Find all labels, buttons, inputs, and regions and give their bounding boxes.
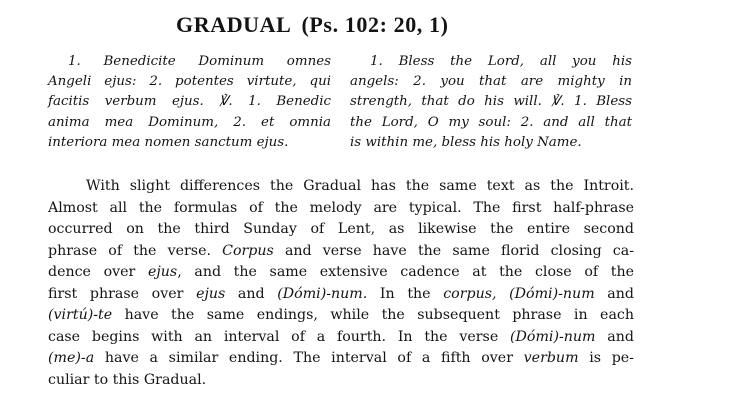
italic-term: (virtú)-te [48,307,113,323]
english-line: the Lord, O my soul: 2. and all that [350,114,632,130]
latin-line: interiora mea nomen sanctum ejus. [48,134,289,150]
latin-line: Angeli ejus: 2. potentes virtute, qui [48,74,331,90]
english-text-column [350,52,632,153]
commentary-line [48,305,634,327]
latin-line: 1. Benedicite Dominum omnes [68,54,331,69]
commentary-line [48,241,634,263]
italic-term: Corpus [222,242,274,259]
english-line: angels: 2. you that are mighty in [350,74,632,90]
commentary-line: Almost all the formulas of the melody are typical. The first half-phrase [48,199,634,216]
latin-text-column [48,52,331,153]
text-run: and [595,328,634,345]
latin-line: anima mea Dominum, 2. et omnia [48,114,331,130]
italic-term: corpus, (Dómi)-num [443,285,595,302]
latin-line: facitis verbum ejus. ℣. 1. Benedic [48,94,331,110]
italic-term: (me)-a [48,350,95,366]
text-run: and [225,285,278,302]
text-run: In the [367,285,444,302]
text-run: have a similar ending. The interval of a fifth over [94,350,524,366]
italic-term: (Dómi)-num [510,328,596,345]
text-run: dence over [48,264,148,280]
commentary-line: With slight differences the Gradual has the same text as the Introit. [86,178,634,194]
commentary-line: culiar to this Gradual. [48,371,207,388]
text-run: first phrase over [48,285,197,302]
text-run: , and the same extensive cadence at the close of the [177,264,634,280]
title-gradual: GRADUAL [176,12,292,37]
commentary-line [48,348,634,370]
english-line: 1. Bless the Lord, all you his [370,54,632,69]
text-run: and verse have the same florid closing ca- [273,242,634,259]
english-line: is within me, bless his holy Name. [350,134,582,150]
commentary-line [48,327,634,349]
title-psalm-reference: (Ps. 102: 20, 1) [301,12,449,37]
commentary-paragraph [48,176,634,391]
text-run: is pe- [578,350,634,366]
text-run: case begins with an interval of a fourth. In the verse [48,328,499,345]
text-run: have the same endings, while the subsequent phrase in each [112,307,634,323]
italic-term: verbum [523,350,579,366]
text-run: phrase of the verse. [48,242,223,259]
page-title [176,12,596,38]
commentary-line [48,284,634,306]
italic-term: ejus [147,264,178,280]
commentary-line: occurred on the third Sunday of Lent, as likewise the entire second [48,221,634,237]
text-run: and [594,285,634,302]
italic-term: (Dómi)-num. [277,285,368,302]
italic-term: ejus [196,285,226,302]
commentary-line [48,262,634,284]
english-line: strength, that do his will. ℣. 1. Bless [350,94,632,110]
